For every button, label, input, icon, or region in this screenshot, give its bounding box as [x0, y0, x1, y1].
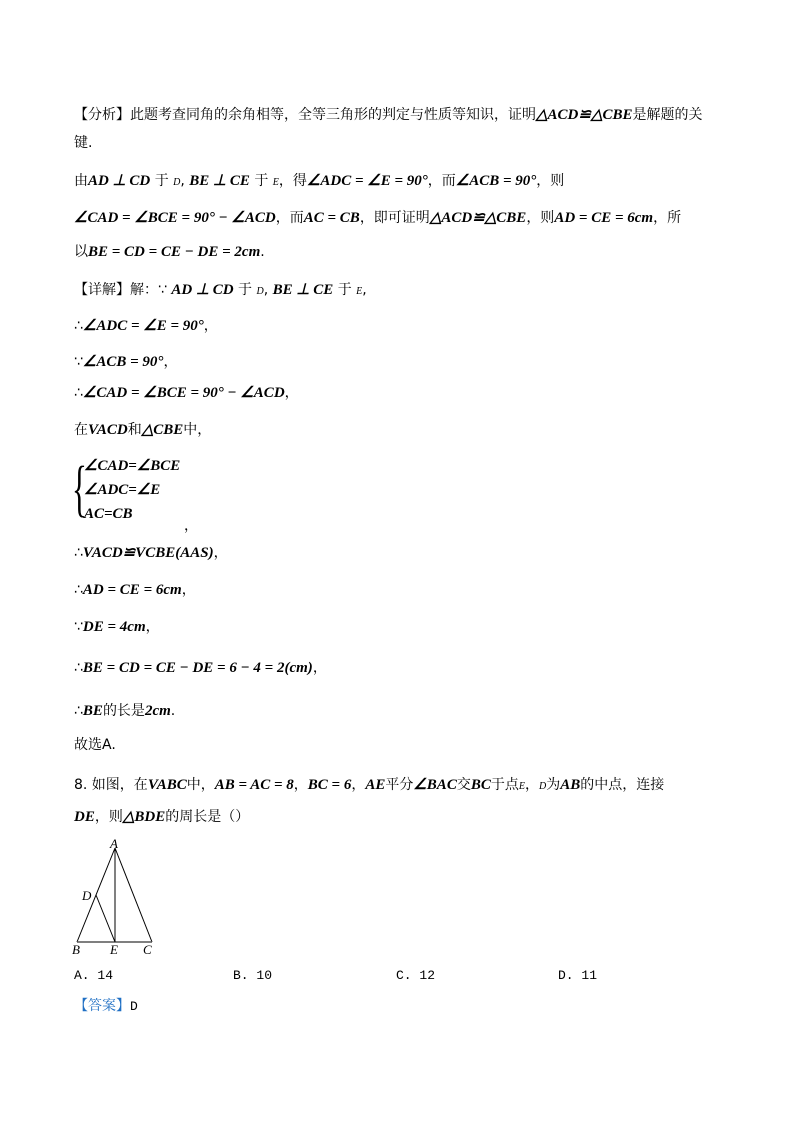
text-segment: ∴: [74, 582, 83, 598]
text-line: [74, 133, 92, 153]
text-line: [74, 105, 703, 125]
math-expression: AB = AC = 8: [214, 777, 294, 793]
option-a: A. 14: [74, 968, 114, 983]
math-expression: △BDE: [122, 809, 166, 825]
math-expression: BC = 6: [307, 777, 352, 793]
math-expression: BE ⊥ CE: [189, 173, 250, 189]
math-expression: VABC: [147, 777, 187, 793]
text-segment: 和: [127, 422, 142, 438]
text-segment: ，: [351, 777, 366, 793]
label-e: E: [110, 942, 118, 957]
text-segment: ，: [163, 354, 178, 370]
text-segment: 平分: [385, 777, 414, 793]
text-segment: 由: [74, 173, 88, 189]
option-c: C. 12: [396, 968, 436, 983]
text-line: [84, 480, 160, 500]
text-segment: ，: [145, 619, 160, 635]
text-segment: 于点: [490, 777, 519, 793]
text-segment: 在: [74, 422, 88, 438]
text-segment: ∴: [74, 545, 83, 561]
text-line: [74, 807, 249, 827]
math-expression: BE: [82, 703, 103, 719]
point-label: E: [356, 286, 363, 297]
text-line: [74, 543, 228, 563]
math-expression: 2cm: [144, 703, 171, 719]
text-segment: 中，: [186, 777, 215, 793]
math-expression: BE = CD = CE − DE = 2cm: [88, 244, 261, 260]
label-d: D: [82, 888, 92, 903]
text-line: [74, 383, 299, 403]
text-line: [74, 171, 564, 193]
text-line: [74, 316, 218, 336]
text-line: [74, 617, 160, 637]
text-line: [74, 580, 196, 600]
text-segment: ，所: [653, 210, 682, 226]
text-segment: ，则: [526, 210, 555, 226]
segment-de: [96, 895, 115, 942]
triangle-figure: [70, 836, 160, 960]
text-segment: ，: [312, 660, 327, 676]
answer-label: 【答案】: [74, 998, 130, 1014]
text-segment: 的周长是（）: [165, 809, 250, 825]
text-segment: 于: [249, 173, 273, 189]
math-expression: ∠ADC = ∠E = 90°: [82, 318, 204, 334]
math-expression: ∠ACB = 90°: [82, 354, 164, 370]
answer-line: [74, 996, 138, 1017]
math-expression: ∠ADC=∠E: [84, 482, 161, 498]
text-segment: 中，: [183, 422, 212, 438]
label-c: C: [143, 942, 152, 957]
text-segment: 键.: [74, 135, 93, 151]
text-segment: ，得: [278, 173, 307, 189]
text-line: [74, 420, 211, 440]
text-segment: ，: [213, 545, 228, 561]
text-segment: ,: [180, 173, 190, 189]
text-line: [84, 504, 133, 524]
text-segment: 以: [74, 244, 88, 260]
math-expression: △ACD≌△CBE: [429, 210, 527, 226]
math-expression: △ACD≌△CBE: [536, 107, 633, 123]
text-segment: ，: [184, 518, 198, 534]
math-expression: BC: [470, 777, 491, 793]
label-a: A: [110, 836, 118, 851]
answer-value: D: [130, 999, 138, 1014]
text-segment: 于: [233, 282, 257, 298]
math-expression: ∠ADC = ∠E = 90°: [306, 173, 428, 189]
text-segment: 【详解】解：∵: [74, 282, 172, 298]
side-ac: [115, 848, 152, 942]
math-expression: AE: [365, 777, 386, 793]
text-segment: ，而: [275, 210, 304, 226]
option-b: B. 10: [233, 968, 273, 983]
text-segment: 为: [546, 777, 561, 793]
system-brace: {: [72, 455, 87, 523]
text-line: [74, 735, 116, 755]
text-segment: ∵: [74, 354, 83, 370]
math-expression: DE = 4cm: [82, 619, 146, 635]
text-segment: ，: [284, 385, 299, 401]
text-line: [74, 658, 327, 678]
text-segment: ∵: [74, 619, 83, 635]
option-d: D. 11: [558, 968, 598, 983]
math-expression: BE = CD = CE − DE = 6 − 4 = 2(cm): [82, 660, 313, 676]
text-segment: ,: [362, 282, 367, 298]
text-segment: 8. 如图，在: [74, 777, 148, 793]
math-expression: AD ⊥ CD: [171, 282, 234, 298]
text-line: [84, 456, 180, 476]
math-expression: AD = CE = 6cm: [82, 582, 182, 598]
math-expression: AD ⊥ CD: [88, 173, 151, 189]
text-segment: ，: [181, 582, 196, 598]
text-segment: ∴: [74, 318, 83, 334]
text-segment: 交: [456, 777, 471, 793]
text-line: [74, 242, 265, 262]
point-label: E: [518, 781, 525, 792]
text-segment: .: [260, 244, 265, 260]
math-expression: ∠ACB = 90°: [455, 173, 537, 189]
text-segment: ∴: [74, 703, 83, 719]
point-label: D: [173, 177, 181, 188]
math-expression: ∠CAD=∠BCE: [84, 458, 181, 474]
text-segment: ，: [524, 777, 539, 793]
math-expression: BE ⊥ CE: [272, 282, 334, 298]
math-expression: AC=CB: [84, 506, 133, 522]
text-line: [74, 775, 664, 797]
text-segment: ∴: [74, 385, 83, 401]
math-expression: VACD≌VCBE(AAS): [82, 545, 214, 561]
math-expression: DE: [74, 809, 95, 825]
text-segment: ，则: [536, 173, 565, 189]
text-segment: ∴: [74, 660, 83, 676]
math-expression: AB: [560, 777, 581, 793]
text-segment: ，即可证明: [359, 210, 430, 226]
text-segment: 于: [150, 173, 174, 189]
text-segment: 的中点，连接: [580, 777, 665, 793]
text-line: [184, 516, 198, 536]
text-line: [74, 280, 367, 302]
text-segment: ，: [293, 777, 308, 793]
text-segment: .: [170, 703, 176, 719]
math-expression: ∠BAC: [413, 777, 457, 793]
text-segment: 的长是: [102, 703, 145, 719]
math-expression: VACD: [88, 422, 128, 438]
text-segment: 于: [333, 282, 357, 298]
label-b: B: [72, 942, 80, 957]
point-label: E: [272, 177, 279, 188]
math-expression: ∠CAD = ∠BCE = 90° − ∠ACD: [82, 385, 285, 401]
point-label: D: [256, 286, 264, 297]
text-segment: 是解题的关: [632, 107, 703, 123]
text-line: [74, 352, 177, 372]
text-line: [74, 701, 175, 721]
text-segment: 【分析】此题考查同角的余角相等，全等三角形的判定与性质等知识，证明: [74, 107, 536, 123]
point-label: D: [538, 781, 547, 792]
text-segment: 故选A.: [74, 737, 116, 753]
text-segment: ，而: [427, 173, 456, 189]
math-expression: ∠CAD = ∠BCE = 90° − ∠ACD: [74, 210, 276, 226]
math-expression: AD = CE = 6cm: [554, 210, 654, 226]
text-segment: ，则: [94, 809, 123, 825]
text-line: [74, 208, 681, 228]
math-expression: AC = CB: [303, 210, 360, 226]
text-segment: ,: [263, 282, 273, 298]
math-expression: △CBE: [141, 422, 184, 438]
text-segment: ，: [203, 318, 218, 334]
